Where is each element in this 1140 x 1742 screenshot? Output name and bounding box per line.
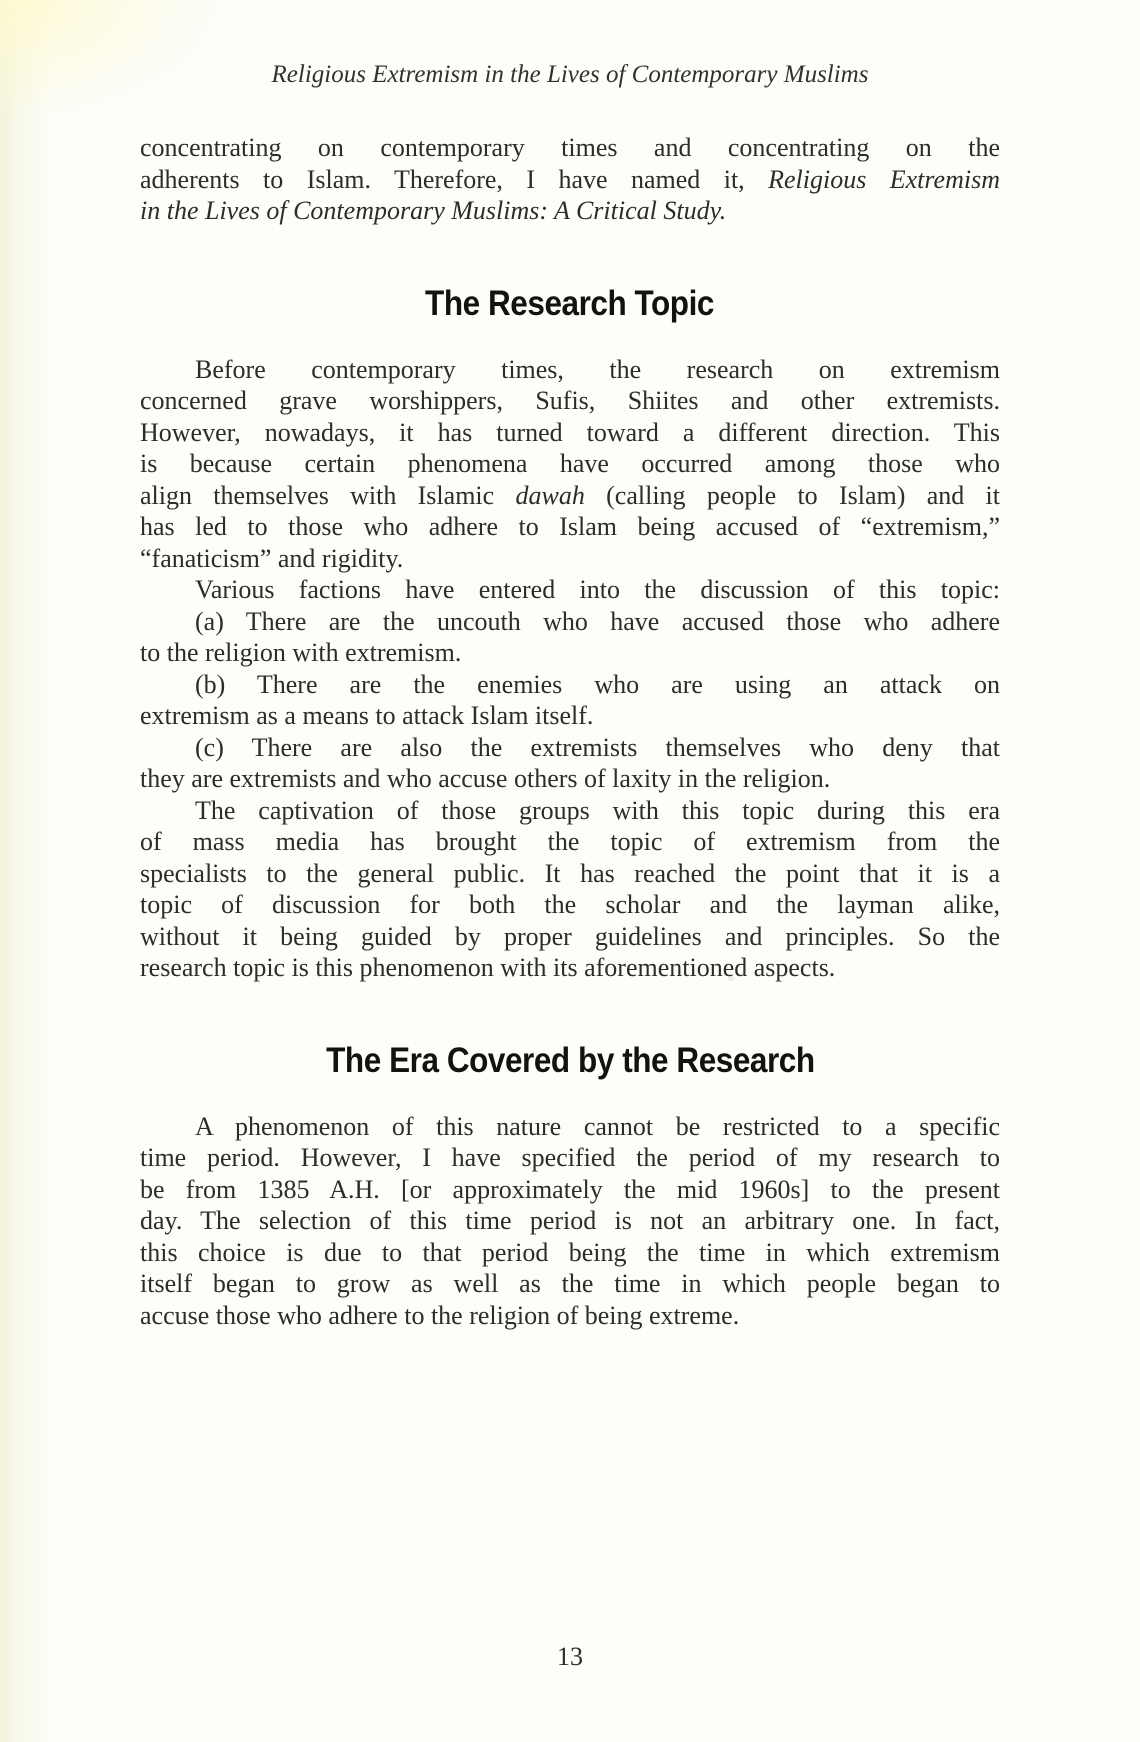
scan-speck [728,976,735,981]
section-heading [140,283,1000,332]
text-run: has led to those who adhere to Islam being accused of “extremism,” [140,512,1000,541]
text-line [140,1174,1000,1206]
section-heading-text: The Era Covered by the Research [325,1040,815,1080]
text-line [140,1237,1000,1269]
text-run: Various factions have entered into the discussion of this topic: [195,575,1000,604]
scan-edge-tint [0,0,52,1742]
text-line [140,952,1000,984]
text-line [140,637,1000,669]
text-run: research topic is this phenomenon with its aforementioned aspects. [140,953,836,982]
italic-run: Religious Extremism [768,164,1000,194]
text-run: without it being guided by proper guidelines and principles. So the [140,921,1000,951]
paragraph [140,795,1000,984]
page-number: 13 [557,1642,583,1671]
text-run: itself began to grow as well as the time in which people began to [140,1269,1000,1298]
paragraph [140,574,1000,606]
text-line [140,732,1000,764]
text-run: align themselves with Islamic [140,480,516,510]
text-line [140,858,1000,890]
text-line [140,195,1000,227]
text-run: accuse those who adhere to the religion of being extreme. [140,1300,740,1330]
section-heading-text: The Research Topic [425,283,715,323]
text-line [140,1268,1000,1300]
text-run: The captivation of those groups with this topic during this era [195,795,1000,825]
text-run: be from 1385 A.H. [or approximately the mid 1960s] to the present [140,1174,1000,1204]
text-line [140,164,1000,196]
running-header: Religious Extremism in the Lives of Contemporary Muslims [271,61,869,88]
paragraph [140,606,1000,669]
text-run: is because certain phenomena have occurred among those who [140,449,1000,478]
text-line [140,1300,1000,1332]
text-line [140,1142,1000,1174]
section-heading [140,1040,1000,1089]
italic-run: dawah [515,480,585,510]
text-run: (c) There are also the extremists themselves who deny that [195,732,1000,762]
text-line [140,385,1000,417]
text-line [140,921,1000,953]
text-line [140,700,1000,732]
text-line [140,606,1000,638]
text-run: this choice is due to that period being the time in which extremism [140,1237,1000,1267]
text-run: time period. However, I have specified the period of my research to [140,1143,1000,1172]
text-line [140,448,1000,480]
text-line [140,795,1000,827]
text-line [140,574,1000,606]
text-run: concentrating on contemporary times and concentrating on the [140,133,1000,162]
text-run: topic of discussion for both the scholar and the layman alike, [140,890,1000,919]
text-run: (b) There are the enemies who are using an attack on [195,669,1000,699]
text-line [140,763,1000,795]
text-line [140,417,1000,449]
text-run: of mass media has brought the topic of extremism from the [140,827,1000,856]
text-run: adherents to Islam. Therefore, I have named it, [140,164,769,194]
text-run: day. The selection of this time period is not an arbitrary one. In fact, [140,1206,1000,1235]
text-run: However, nowadays, it has turned toward a different direction. This [140,417,1000,447]
text-line [140,480,1000,512]
text-run: extremism as a means to attack Islam itself. [140,701,594,730]
text-run: concerned grave worshippers, Sufis, Shiites and other extremists. [140,386,1000,415]
text-run: “fanaticism” and rigidity. [140,543,404,573]
text-line [140,1205,1000,1237]
paragraph [140,1111,1000,1332]
text-line [140,511,1000,543]
text-column [140,0,1000,1331]
text-run: (a) There are the uncouth who have accused those who adhere [195,606,1000,636]
text-run: they are extremists and who accuse others of laxity in the religion. [140,764,831,793]
text-run: specialists to the general public. It has reached the point that it is a [140,858,1000,888]
text-run: A phenomenon of this nature cannot be restricted to a specific [195,1111,1000,1141]
text-run: (calling people to Islam) and it [584,480,1000,510]
text-line [140,132,1000,164]
italic-run: in the Lives of Contemporary Muslims: A Critical Study. [140,196,727,225]
paragraph [140,354,1000,575]
text-line [140,1111,1000,1143]
page-content [140,132,1000,1331]
text-line [140,543,1000,575]
text-line [140,669,1000,701]
text-line [140,889,1000,921]
text-run: to the religion with extremism. [140,638,462,667]
text-line [140,354,1000,386]
paragraph [140,669,1000,732]
paragraph [140,732,1000,795]
text-line [140,826,1000,858]
text-run: Before contemporary times, the research on extremism [195,354,1000,384]
paragraph [140,132,1000,227]
